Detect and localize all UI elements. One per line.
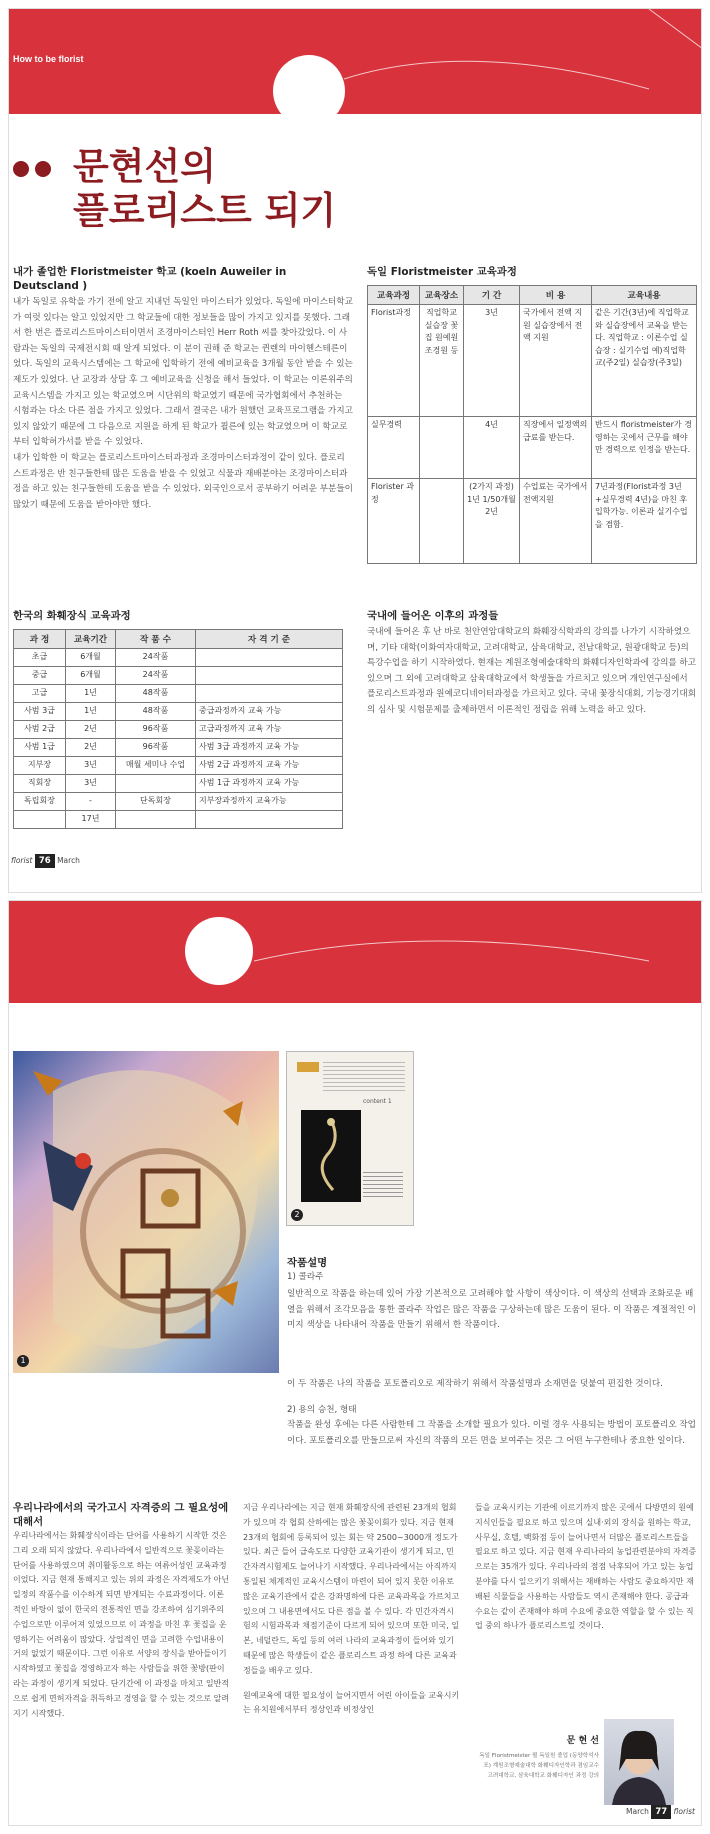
portfolio-content-tag: content 1 (363, 1098, 392, 1105)
school-paragraph-2: 내가 입학한 이 학교는 플로리스트마이스터과정과 조경마이스터과정이 같이 있다. 플로리스트과정은 반 친구들한테 많은 도움을 받을 수 있었고 식물과 재배분야는 조경마이스터과정을 하고 있는 친구들한테 도움을 받을 수 있었다. 외국인으로서 공부하기 어려운 부분들이 많았기 때문에 도움을 받아야만 했다. (13, 452, 353, 510)
footer-month: March (57, 856, 80, 865)
figure-number-badge: 2 (291, 1209, 303, 1221)
table-header: 비 용 (520, 286, 592, 305)
table-cell: 3년 (66, 775, 116, 793)
table-row (14, 739, 343, 757)
banner-decoration (9, 901, 702, 1003)
table-cell: 초급 (14, 649, 66, 667)
title-bullet-dot (13, 161, 29, 177)
table-cell: 단독회장 (116, 793, 196, 811)
table-row (368, 479, 697, 564)
table-cell: 독립회장 (14, 793, 66, 811)
page1-banner (9, 9, 702, 114)
domestic-section (367, 609, 697, 719)
table-cell (196, 667, 343, 685)
table-row (14, 649, 343, 667)
table-row (14, 685, 343, 703)
table-cell: 직장에서 일정액의 급료를 받는다. (520, 417, 592, 479)
table-cell (116, 775, 196, 793)
page2-footer (626, 1805, 695, 1819)
dragon-artwork-photo (301, 1110, 361, 1202)
association-paragraph: 지금 우리나라에는 지금 현재 화훼장식에 관련된 23개의 협회가 있으며 각 협회 산하에는 많은 꽃꽂이회가 있다. 지금 현재 23개의 협회에 등록되어 있는 회는 약 2500~3000개 정도가 있다. 최근 들어 급속도로 다양한 교육기관이 생기게 되고, 민간자격시험제도 늘어나기 시작했다. 우리나라에서는 아직까지 통일된 체계적인 교육시스템이 마련이 되어 있지 못한 이유로 많은 교육기관에서 같은 강좌명하에 다른 교육과목을 가르치고 있으며 그 내용면에서도 다른 점을 볼 수 있다. 각 민간자격시험의 시험과목과 채점기준이 다르게 되어 있으며 또한 미국, 일본, 네덜란드, 독일 등의 여러 나라의 교육과정이 들어와 있기 때문에 많은 학생들이 같은 플로리스트 과정 하에 다른 교육과정들을 배우고 있다. (243, 1503, 460, 1675)
table-cell: 1년 (66, 703, 116, 721)
table-cell: 고급과정까지 교육 가능 (196, 721, 343, 739)
column-2 (243, 1501, 461, 1718)
work-paragraph-2: 이 두 작품은 나의 작품을 포토폴리오로 제작하기 위해서 작품설명과 소재면을 덧붙여 편집한 것이다. (287, 1379, 663, 1389)
portfolio-text-lines (323, 1062, 405, 1092)
table-cell: 24작품 (116, 649, 196, 667)
table-row (14, 721, 343, 739)
table-header: 작 품 수 (116, 630, 196, 649)
table-cell: 3년 (66, 757, 116, 775)
table-header: 교육내용 (592, 286, 697, 305)
work-paragraph-1: 일반적으로 작품을 하는데 있어 가장 기본적으로 고려해야 할 사항이 색상이다. 이 색상의 선택과 조화로운 배열을 위해서 조각모음을 통한 콜라주 작업은 많은 작품을 구상하는데 많은 도움이 된다. 이 작품은 계절적인 이미지 색상을 나타내어 작품을 만들기 위해서 한 작품이다. (287, 1289, 696, 1331)
table-cell: Florist과정 (368, 305, 420, 417)
table-row (14, 667, 343, 685)
table-cell (420, 417, 464, 479)
table-cell: 직업학교 실습장 꽃집 원예원 조경원 등 (420, 305, 464, 417)
table-header: 기 간 (464, 286, 520, 305)
school-paragraph-1: 내가 독일로 유학을 가기 전에 알고 지내던 독일인 마이스터가 있었다. 독일에 마이스터학교가 여럿 있다는 알고 있었지만 그 학교들에 대한 정보들을 많이 가지고 있지를 못했다. 그래서 한 번은 플로리스트마이스터이면서 조경마이스터인 Herr Roth 씨를 찾아갔었다. 이 사람과는 독일의 국제전시회 때 알게 되었다. 이 분이 권해 준 학교는 퀸렌의 마이헨스테른이었다. 독일의 교육시스템에는 그 학교에 입학하기 전에 예비교육을 3개월 동안 받을 수 있는 제도가 있었다. 난 교장과 상담 후 그 예비교육을 신청을 해서 들었다. 이 학교는 이론위주의 교육시스템을 가지고 있는 학교였으며 시단위의 학교였기 때문에 국가협회에서 추천하는 시험과는 다소 다른 점을 가지고 있었다. 그래서 결국은 내가 원했던 교육프로그램을 가지고 있지 않았기 때문에 그 다음으로 지원을 하게 된 학교가 쾰른에 있는 학교였으며 이 학교로부터 입학허가서를 받을 수 있었다. (13, 297, 353, 448)
table-cell: 사범 1급 과정까지 교육 가능 (196, 775, 343, 793)
table-cell: 4년 (464, 417, 520, 479)
table-cell: 중급 (14, 667, 66, 685)
title-line-1: 문현선의 (73, 144, 216, 188)
table-cell: 실무경력 (368, 417, 420, 479)
table-cell: 지부장과정까지 교육가능 (196, 793, 343, 811)
table-cell: 수업료는 국가에서 전액지원 (520, 479, 592, 564)
footer-brand: florist (673, 1807, 695, 1816)
table-cell: 7년과정(Florist과정 3년+실무경력 4년)을 마친 후 입학가능. 이론과 실기수업을 겸함. (592, 479, 697, 564)
table-cell: 사범 3급 (14, 703, 66, 721)
table-cell: 2년 (66, 739, 116, 757)
table-row (14, 811, 343, 829)
table-cell: (2가지 과정) 1년 1/50개월 2년 (464, 479, 520, 564)
table-cell: 6개월 (66, 667, 116, 685)
germany-course-section (367, 265, 697, 564)
table-cell: 사범 2급 (14, 721, 66, 739)
title-line-2: 플로리스트 되기 (73, 188, 337, 232)
table-cell (420, 479, 464, 564)
table-cell: 국가에서 전액 지원 실습장에서 전액 지원 (520, 305, 592, 417)
table-cell: 같은 기간(3년)에 직업학교와 실습장에서 교육을 받는다. 직업학교 : 이론수업 실습장 : 실기수업 예)직업학교(주2일) 실습장(주3일) (592, 305, 697, 417)
table-cell: 지부장 (14, 757, 66, 775)
table-header: 교육장소 (420, 286, 464, 305)
work-subtitle-2: 2) 용의 승천, 형태 (287, 1404, 357, 1415)
table-cell: 96작품 (116, 721, 196, 739)
footer-month: March (626, 1807, 649, 1816)
table-cell: 반드시 floristmeister가 경영하는 곳에서 근무를 해야만 경력으로 인정을 받는다. (592, 417, 697, 479)
footer-brand: florist (11, 856, 33, 865)
table-cell: 17년 (66, 811, 116, 829)
table-row (14, 703, 343, 721)
collage-illustration (13, 1051, 279, 1373)
korea-course-table (13, 629, 343, 829)
table-cell (196, 649, 343, 667)
germany-course-table (367, 285, 697, 564)
portfolio-page-image (286, 1051, 414, 1226)
table-cell (196, 685, 343, 703)
table-cell: 매월 세미나 수업 (116, 757, 196, 775)
school-section (13, 265, 353, 513)
table-cell: 직회장 (14, 775, 66, 793)
table-header: 교육기간 (66, 630, 116, 649)
florist-demand-paragraph: 들을 교육시키는 기관에 이르기까지 많은 곳에서 다방면의 원예지식인들을 필요로 하고 있으며 실내·외의 장식을 원하는 학교, 사무실, 호텔, 백화점 등이 늘어나면서 더많은 플로리스트들을 필요로 하고 있다. 지금 현재 우리나라의 농업관련분야의 자격증으로는 35개가 있다. 우리나라의 점점 낙후되어 가고 있는 농업분야를 다시 일으키기 위해서는 재배하는 사람도 중요하지만 재배된 식물들을 사용하는 사람들도 역시 존재해야 한다. 공급과 수요는 같이 존재해야 하며 수요에 중요한 역할을 할 수 있는 직업 중의 하나가 플로리스트일 것이다. (475, 1503, 697, 1631)
table-cell (196, 811, 343, 829)
work-title: 작품설명 (287, 1257, 328, 1269)
table-cell: 사범 1급 (14, 739, 66, 757)
table-cell: 사범 2급 과정까지 교육 가능 (196, 757, 343, 775)
work-subtitle-1: 1) 콜라주 (287, 1272, 324, 1282)
horticulture-paragraph: 원예교육에 대한 필요성이 늘어지면서 어린 아이들을 교육시키는 유치원에서부터 정상인과 비정상인 (243, 1690, 460, 1715)
table-cell: 고급 (14, 685, 66, 703)
magazine-page-76 (8, 8, 702, 893)
germany-table-heading: 독일 Floristmeister 교육과정 (367, 266, 517, 278)
table-cell: 2년 (66, 721, 116, 739)
table-cell: Florister 과정 (368, 479, 420, 564)
work-desc-bottom (287, 1377, 697, 1449)
table-row (368, 305, 697, 417)
author-bio: 독일 Floristmeister 쾰 독일원 졸업 (동양학석사포) 계원조형예술대학 화훼디자인학과 겸임교수 고려대학교, 삼육대학교 화훼디자인 과정 강의 (479, 1753, 599, 1779)
table-header: 교육과정 (368, 286, 420, 305)
table-cell (14, 811, 66, 829)
author-name: 문 현 선 (566, 1736, 599, 1746)
table-row (14, 793, 343, 811)
article-title (73, 144, 336, 232)
page-number: 77 (651, 1805, 671, 1819)
portfolio-tag (297, 1062, 319, 1072)
work-paragraph-3: 작품을 완성 후에는 다른 사람한테 그 작품을 소개할 필요가 있다. 이럴 경우 사용되는 방법이 포토폴리오 작업이다. 포토폴리오를 만들므로써 자신의 작품의 모든 면을 보여주는 것은 그 어떤 누구한테나 중요한 일이다. (287, 1420, 696, 1446)
work-desc-top (287, 1287, 697, 1334)
table-header: 과 정 (14, 630, 66, 649)
page1-footer (11, 854, 80, 868)
column-1 (13, 1501, 231, 1721)
column-3 (475, 1501, 697, 1634)
title-bullet-dot (35, 161, 51, 177)
table-cell: 24작품 (116, 667, 196, 685)
portfolio-caption-lines (363, 1172, 403, 1200)
school-heading: 내가 졸업한 Floristmeister 학교 (koeln Auweiler in Deutscland ) (13, 266, 287, 292)
table-row (368, 417, 697, 479)
page-number: 76 (35, 854, 55, 868)
table-cell (116, 811, 196, 829)
table-cell: 1년 (66, 685, 116, 703)
table-cell: 중급과정까지 교육 가능 (196, 703, 343, 721)
korea-course-section (13, 609, 343, 829)
work-description (287, 1256, 697, 1286)
korea-table-heading: 한국의 화훼장식 교육과정 (13, 610, 131, 622)
table-cell: 48작품 (116, 703, 196, 721)
certificate-heading: 우리나라에서의 국가고시 자격증의 그 필요성에 대해서 (13, 1502, 229, 1528)
table-cell: 사범 3급 과정까지 교육 가능 (196, 739, 343, 757)
domestic-paragraph: 국내에 들어온 후 난 바로 천안연암대학교의 화훼장식학과의 강의를 나가기 시작하였으며, 기타 대학(이화여자대학교, 고려대학교, 삼육대학교, 전남대학교, 원광대학교 등)의 특강수업을 하기 시작하였다. 현재는 계원조형예술대학의 화훼디자인학과에 강의를 하고 있으며 그 외에 고려대학교 삼육대학교에서 학생들을 가르치고 있으며 개인연구실에서 플로리스트과정과 원예코디네이터과정을 가르치고 있다. 국내 꽃장식대회, 기능경기대회의 심사 및 시험문제를 출제하면서 이론적인 정립을 위해 노력을 하고 있다. (367, 627, 697, 715)
domestic-heading: 국내에 들어온 이후의 과정들 (367, 610, 499, 622)
table-header: 자 격 기 준 (196, 630, 343, 649)
table-cell: 48작품 (116, 685, 196, 703)
page2-banner (9, 901, 702, 1003)
korea-table-body (14, 649, 343, 829)
table-row (14, 775, 343, 793)
table-row (14, 757, 343, 775)
table-cell: 3년 (464, 305, 520, 417)
table-cell: 96작품 (116, 739, 196, 757)
figure-number-badge: 1 (17, 1355, 29, 1367)
collage-artwork-image (13, 1051, 279, 1373)
certificate-paragraph: 우리나라에서는 화훼장식이라는 단어를 사용하기 시작한 것은 그리 오래 되지 않았다. 우리나라에서 일반적으로 꽃꽂이라는 단어를 사용하였으며 취미활동으로 하는 여류어성인 교육과정이었다. 지금 현재 통해지고 있는 위의 과정은 자격제도가 아닌 일정의 작품수를 이수하게 되면 받게되는 수료과정이다. 이론적인 바탕이 없이 한국의 전통적인 면을 강조하여 심기위주의 수업으로만 이루어져 있었으므로 이 과정을 마친 후 꽃집을 운영하기는 어려움이 많았다. 상업적인 면을 고려한 수업내용이 거의 없었기 때문이다. 그런 이유로 서양의 장식을 받아들이기 시작하였고 꽃집을 경영하고자 하는 사람들을 위한 꽃방(판이라는 과정이 생기게 되었다. 단기간에 이 과정을 마치고 일반적으로 쉽게 면허자격을 취득하고 경영을 할 수 있는 것으로 알려지기 시작했다. (13, 1531, 230, 1718)
table-cell: 6개월 (66, 649, 116, 667)
section-label: How to be florist (13, 54, 84, 64)
author-photo (604, 1719, 674, 1805)
banner-decoration (9, 9, 702, 114)
table-cell: - (66, 793, 116, 811)
magazine-page-77 (8, 900, 702, 1826)
